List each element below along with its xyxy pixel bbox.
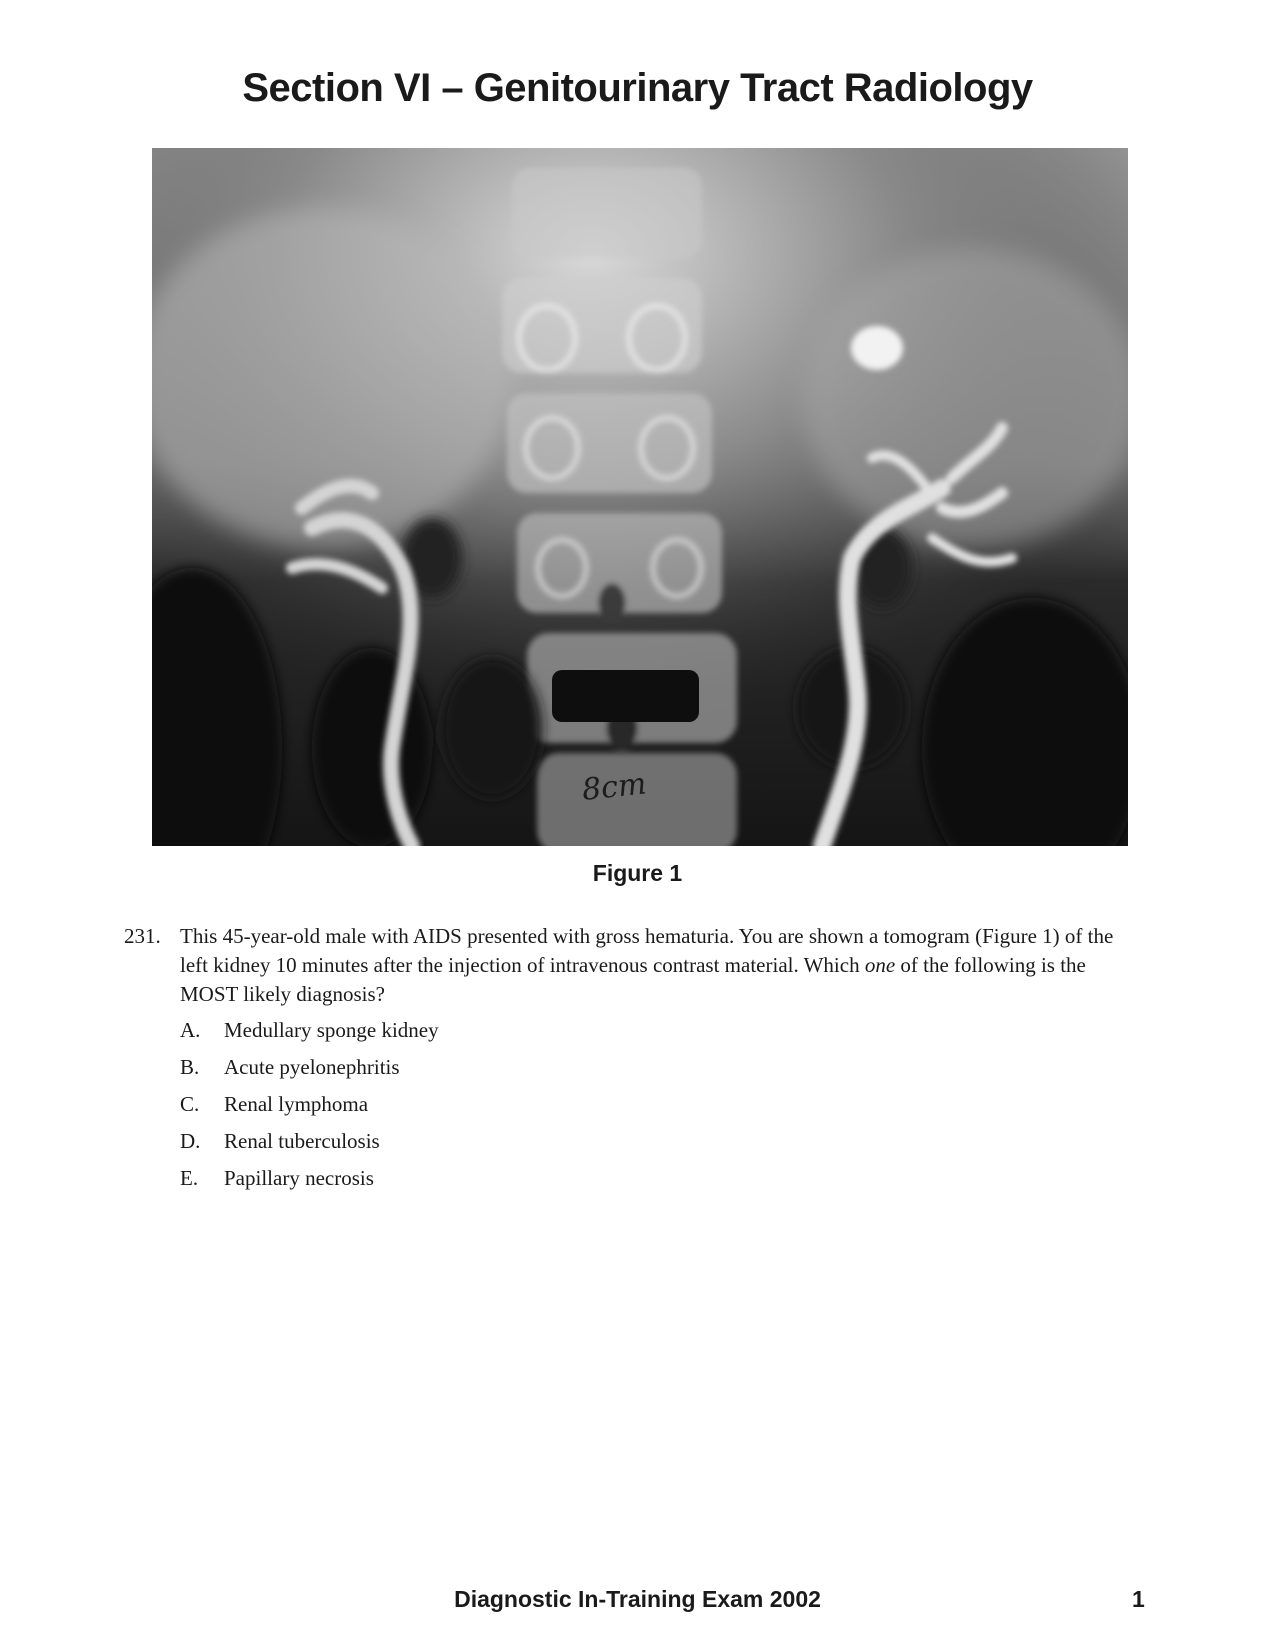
- answer-option: [180, 1127, 1134, 1164]
- option-letter: A.: [180, 1018, 201, 1042]
- option-letter: C.: [180, 1092, 200, 1116]
- option-text: Renal lymphoma: [224, 1092, 369, 1116]
- question-stem: [180, 922, 1134, 1009]
- question-stem-part2: of the following is the MOST likely diagnosis?: [180, 953, 1086, 1006]
- option-text: Renal tuberculosis: [224, 1129, 380, 1153]
- page-number: 1: [1132, 1586, 1145, 1612]
- question-block: [124, 922, 1134, 1201]
- option-text: Acute pyelonephritis: [224, 1055, 400, 1079]
- answer-option: [180, 1164, 1134, 1201]
- footer-title: Diagnostic In-Training Exam 2002: [454, 1586, 821, 1612]
- figure-caption: Figure 1: [592, 860, 683, 886]
- answer-options: [180, 1016, 1134, 1201]
- question-stem-emphasis: one: [864, 953, 896, 977]
- handwritten-marker: 8cm: [580, 766, 648, 808]
- option-letter: E.: [180, 1166, 199, 1190]
- section-title: Section VI – Genitourinary Tract Radiology: [242, 66, 1033, 110]
- answer-option: [180, 1053, 1134, 1090]
- radiograph-image: [152, 148, 1128, 846]
- option-text: Medullary sponge kidney: [224, 1018, 439, 1042]
- option-text: Papillary necrosis: [224, 1166, 374, 1190]
- answer-option: [180, 1016, 1134, 1053]
- option-letter: B.: [180, 1055, 200, 1079]
- question-number: 231.: [124, 924, 161, 948]
- question-stem-part1: This 45-year-old male with AIDS presented with gross hematuria. You are shown a tomogram (Figure 1) of the left kidney 10 minutes after the injection of intravenous contrast material. Which: [180, 924, 1114, 977]
- option-letter: D.: [180, 1129, 201, 1153]
- answer-option: [180, 1090, 1134, 1127]
- radiograph-figure: [152, 148, 1128, 846]
